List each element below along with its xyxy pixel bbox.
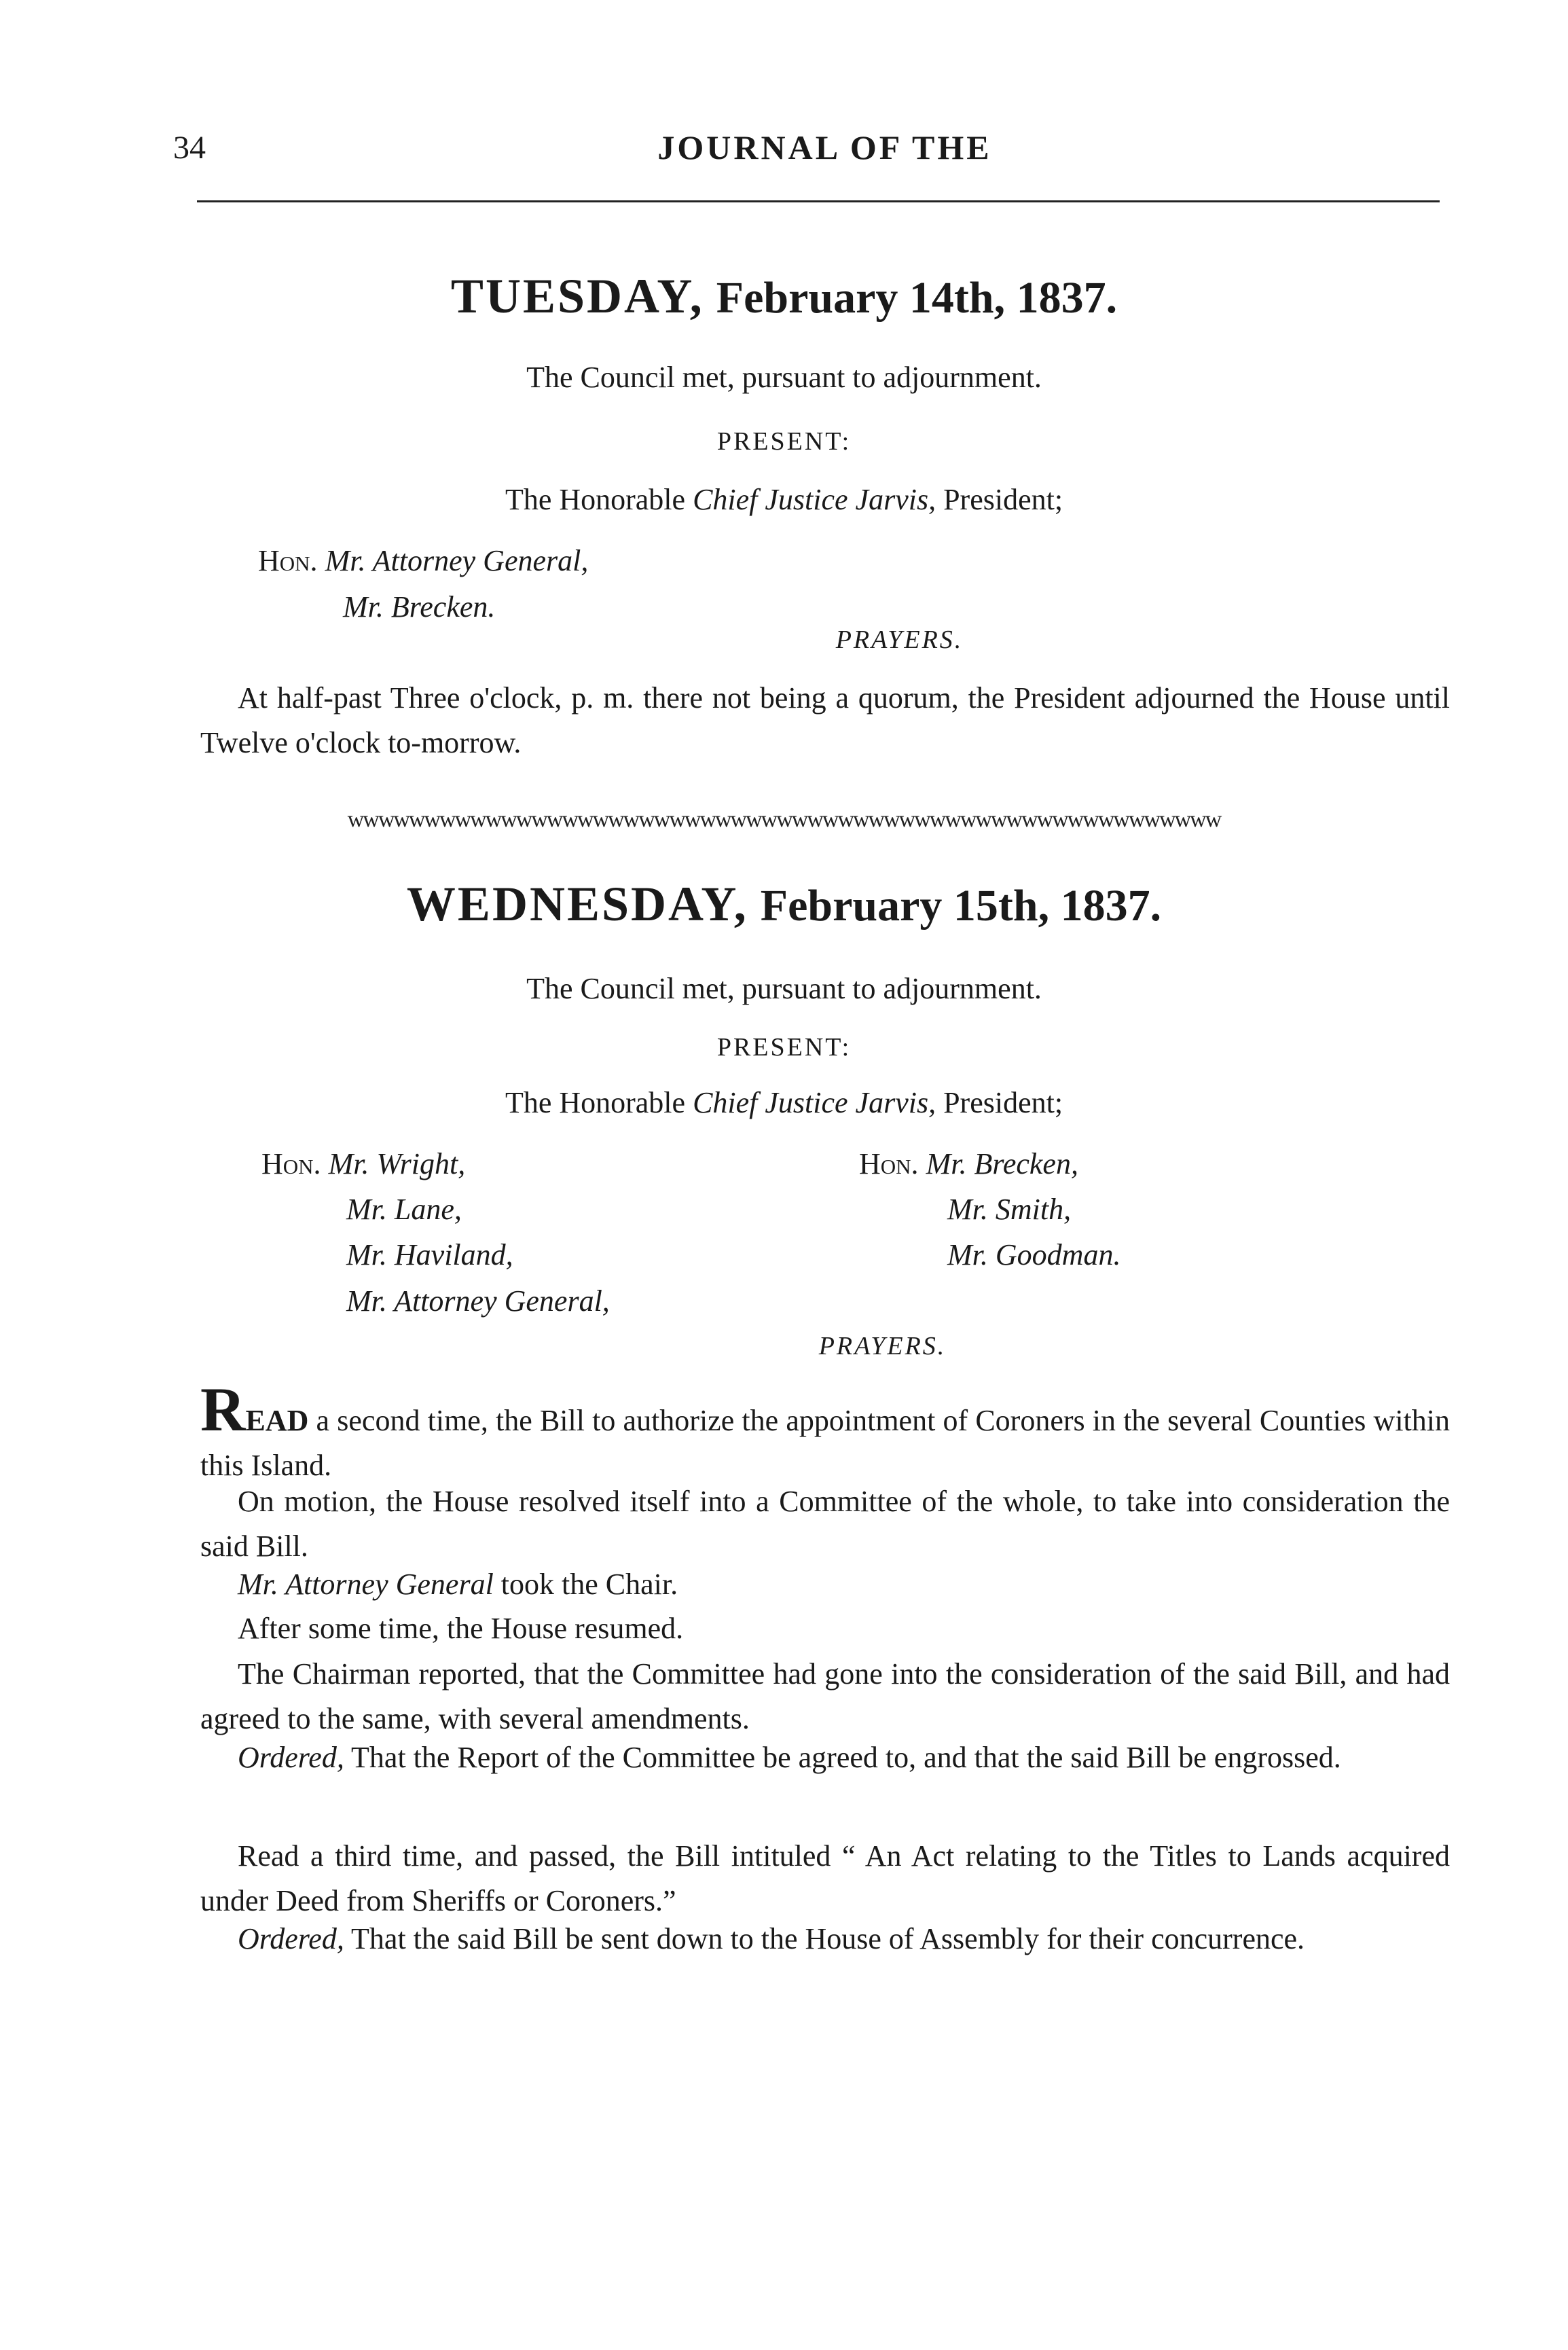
wednesday-member-name: Mr. Smith, (947, 1193, 1072, 1226)
wednesday-heading (0, 876, 1568, 933)
tuesday-paragraph (200, 676, 1450, 765)
tuesday-hon: Hon. (258, 544, 318, 577)
wednesday-member-name: Mr. Lane, (346, 1193, 462, 1226)
wednesday-member-name: Mr. Goodman. (947, 1238, 1121, 1271)
wednesday-paragraph-8-italic: Ordered, (238, 1922, 344, 1955)
tuesday-member-name: Mr. Brecken. (343, 590, 496, 623)
section-separator: wwwwwwwwwwwwwwwwwwwwwwwwwwwwwwwwwwwwwwwwwwwwwwwwwwwwwwwww (347, 807, 1221, 832)
tuesday-president-line (0, 482, 1568, 517)
wednesday-president-line (0, 1085, 1568, 1120)
tuesday-member-name: Mr. Attorney General, (325, 544, 589, 577)
wednesday-day: WEDNESDAY, (406, 877, 748, 931)
wednesday-paragraph-2-text: On motion, the House resolved itself into a Committee of the whole, to take into consideration the said Bill. (200, 1485, 1450, 1563)
tuesday-paragraph-text: At half-past Three o'clock, p. m. there not being a quorum, the President adjourned the House until Twelve o'clock to-morrow. (200, 681, 1450, 759)
wednesday-left-member-1 (261, 1146, 465, 1181)
wednesday-paragraph-4-text: After some time, the House resumed. (238, 1612, 684, 1645)
wednesday-right-member-2 (947, 1192, 1071, 1227)
tuesday-president-name: Chief Justice Jarvis, (693, 483, 936, 516)
tuesday-day: TUESDAY, (450, 269, 704, 323)
wednesday-hon-left: Hon. (261, 1147, 321, 1180)
read-caps: EAD (245, 1404, 309, 1437)
wednesday-left-member-3 (346, 1237, 513, 1272)
tuesday-present-label: PRESENT: (716, 427, 852, 456)
wednesday-president-name: Chief Justice Jarvis, (693, 1086, 936, 1119)
header-rule (197, 200, 1440, 202)
wednesday-left-member-2 (346, 1192, 462, 1227)
tuesday-member-1 (258, 543, 588, 578)
wednesday-paragraph-8 (200, 1917, 1450, 1962)
wednesday-paragraph-1-text: a second time, the Bill to authorize the appointment of Coroners in the several Counties within this Island. (200, 1404, 1450, 1482)
wednesday-president-suffix: President; (943, 1086, 1063, 1119)
page-number: 34 (173, 130, 206, 166)
wednesday-paragraph-3-text: took the Chair. (500, 1568, 678, 1601)
tuesday-president-suffix: President; (943, 483, 1063, 516)
tuesday-met: The Council met, pursuant to adjournment. (526, 361, 1042, 394)
wednesday-met: The Council met, pursuant to adjournment. (526, 972, 1042, 1005)
tuesday-prayers: PRAYERS. (835, 626, 964, 654)
wednesday-paragraph-6 (200, 1735, 1450, 1780)
wednesday-paragraph-8-text: That the said Bill be sent down to the House of Assembly for their concurrence. (351, 1922, 1305, 1955)
wednesday-left-member-4 (346, 1284, 610, 1318)
tuesday-heading (0, 268, 1568, 325)
wednesday-paragraph-6-text: That the Report of the Committee be agreed to, and that the said Bill be engrossed. (351, 1741, 1341, 1774)
wednesday-president-prefix: The Honorable (505, 1086, 686, 1119)
tuesday-member-2 (343, 590, 495, 624)
wednesday-member-name: Mr. Brecken, (926, 1147, 1078, 1180)
tuesday-date: February 14th, 1837. (716, 273, 1118, 323)
wednesday-date: February 15th, 1837. (760, 881, 1162, 930)
wednesday-paragraph-7 (200, 1834, 1450, 1923)
wednesday-member-name: Mr. Haviland, (346, 1238, 513, 1271)
wednesday-paragraph-3 (200, 1562, 1450, 1607)
wednesday-paragraph-1 (200, 1375, 1450, 1488)
wednesday-member-name: Mr. Attorney General, (346, 1284, 610, 1318)
running-head: JOURNAL OF THE (657, 128, 992, 166)
wednesday-paragraph-3-italic: Mr. Attorney General (238, 1568, 494, 1601)
wednesday-paragraph-6-italic: Ordered, (238, 1741, 344, 1774)
wednesday-paragraph-4 (200, 1606, 1450, 1651)
wednesday-paragraph-2 (200, 1479, 1450, 1569)
wednesday-prayers: PRAYERS. (818, 1332, 947, 1360)
wednesday-hon-right: Hon. (859, 1147, 919, 1180)
drop-cap: R (200, 1375, 246, 1444)
wednesday-paragraph-7-text: Read a third time, and passed, the Bill intituled “ An Act relating to the Titles to Lands acquired under Deed from Sheriffs or Coroners.” (200, 1839, 1450, 1917)
wednesday-right-member-1 (859, 1146, 1078, 1181)
wednesday-paragraph-5-text: The Chairman reported, that the Committee had gone into the consideration of the said Bill, and had agreed to the same, with several amendments. (200, 1657, 1450, 1735)
wednesday-right-member-3 (947, 1237, 1120, 1272)
wednesday-paragraph-5 (200, 1652, 1450, 1741)
wednesday-present-label: PRESENT: (716, 1033, 852, 1062)
tuesday-president-prefix: The Honorable (505, 483, 686, 516)
wednesday-member-name: Mr. Wright, (328, 1147, 466, 1180)
